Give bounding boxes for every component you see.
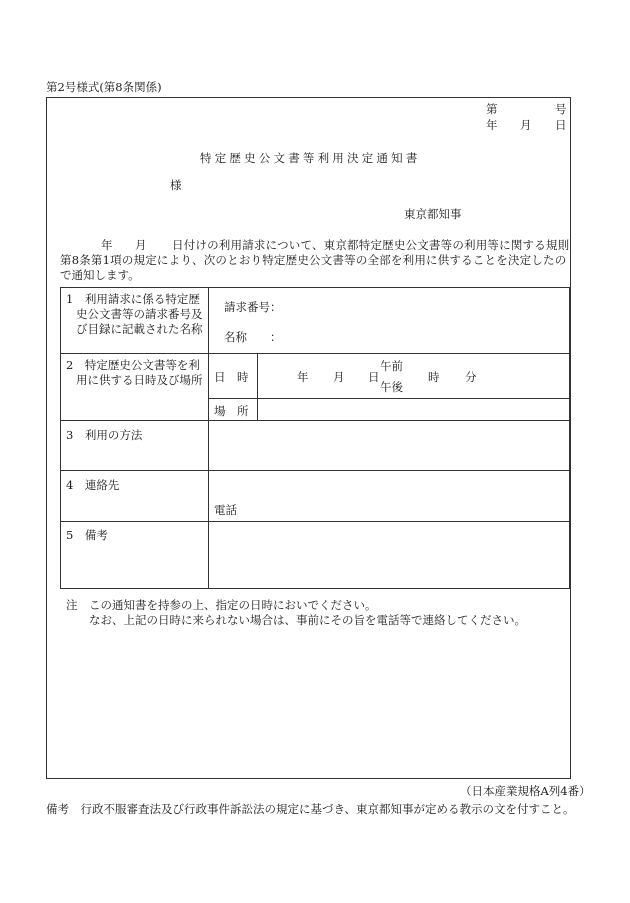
subcell-divider — [257, 353, 258, 420]
number-go: 号 — [555, 102, 567, 116]
dt-year: 年 — [297, 370, 309, 384]
row1-label-1: 1 利用請求に係る特定歴 — [66, 292, 200, 306]
table-divider — [208, 287, 209, 589]
footer-note: 備考 行政不服審査法及び行政事件訴訟法の規定に基づき、東京都知事が定める教示の文を付すこと。 — [46, 802, 575, 816]
body-line2: 第8条第1項の規定により、次のとおり特定歴史公文書等の全部を利用に供することを決定したの — [60, 253, 567, 267]
row2-label-2: 用に供する日時及び場所 — [76, 373, 203, 387]
row3-label: 3 利用の方法 — [66, 428, 143, 442]
phone-label: 電話 — [214, 503, 237, 517]
number-dai: 第 — [486, 102, 498, 116]
am-label: 午前 — [380, 359, 403, 373]
body-line1: 日付けの利用請求について、東京都特定歴史公文書等の利用等に関する規則 — [172, 238, 570, 252]
row-divider — [60, 521, 570, 522]
dt-month: 月 — [333, 370, 345, 384]
row2-label-1: 2 特定歴史公文書等を利 — [66, 358, 200, 372]
note-line2: なお、上記の日時に来られない場合は、事前にその旨を電話等で連絡してください。 — [89, 613, 526, 627]
note-line1: 注 この通知書を持参の上、指定の日時においでください。 — [66, 598, 377, 612]
row4-label: 4 連絡先 — [66, 478, 120, 492]
row-divider — [60, 420, 570, 421]
body-year: 年 — [101, 238, 113, 252]
paper-spec: （日本産業規格A列4番） — [460, 784, 591, 798]
date-year: 年 — [486, 118, 498, 132]
row5-label: 5 備考 — [66, 528, 108, 542]
minute-label: 分 — [465, 370, 477, 384]
row1-label-2: 史公文書等の請求番号及 — [76, 307, 203, 321]
body-line3: で通知します。 — [60, 268, 140, 282]
page-title: 特定歴史公文書等利用決定通知書 — [200, 151, 421, 165]
dt-day: 日 — [368, 370, 380, 384]
row1-label-3: び目録に記載された名称 — [76, 322, 203, 336]
pm-label: 午後 — [380, 380, 403, 394]
datetime-label: 日 時 — [214, 370, 249, 384]
row-divider — [60, 353, 570, 354]
date-month: 月 — [520, 118, 532, 132]
addressee-suffix: 様 — [170, 178, 182, 192]
name-label: 名称 ： — [224, 330, 282, 344]
hour-label: 時 — [428, 370, 440, 384]
form-number: 第2号様式(第8条関係) — [46, 80, 162, 94]
issuer: 東京都知事 — [404, 207, 462, 221]
row-divider — [208, 398, 570, 399]
request-number-label: 請求番号： — [224, 300, 282, 314]
row-divider — [60, 470, 570, 471]
place-label: 場 所 — [214, 404, 249, 418]
body-month: 月 — [135, 238, 147, 252]
date-day: 日 — [555, 118, 567, 132]
